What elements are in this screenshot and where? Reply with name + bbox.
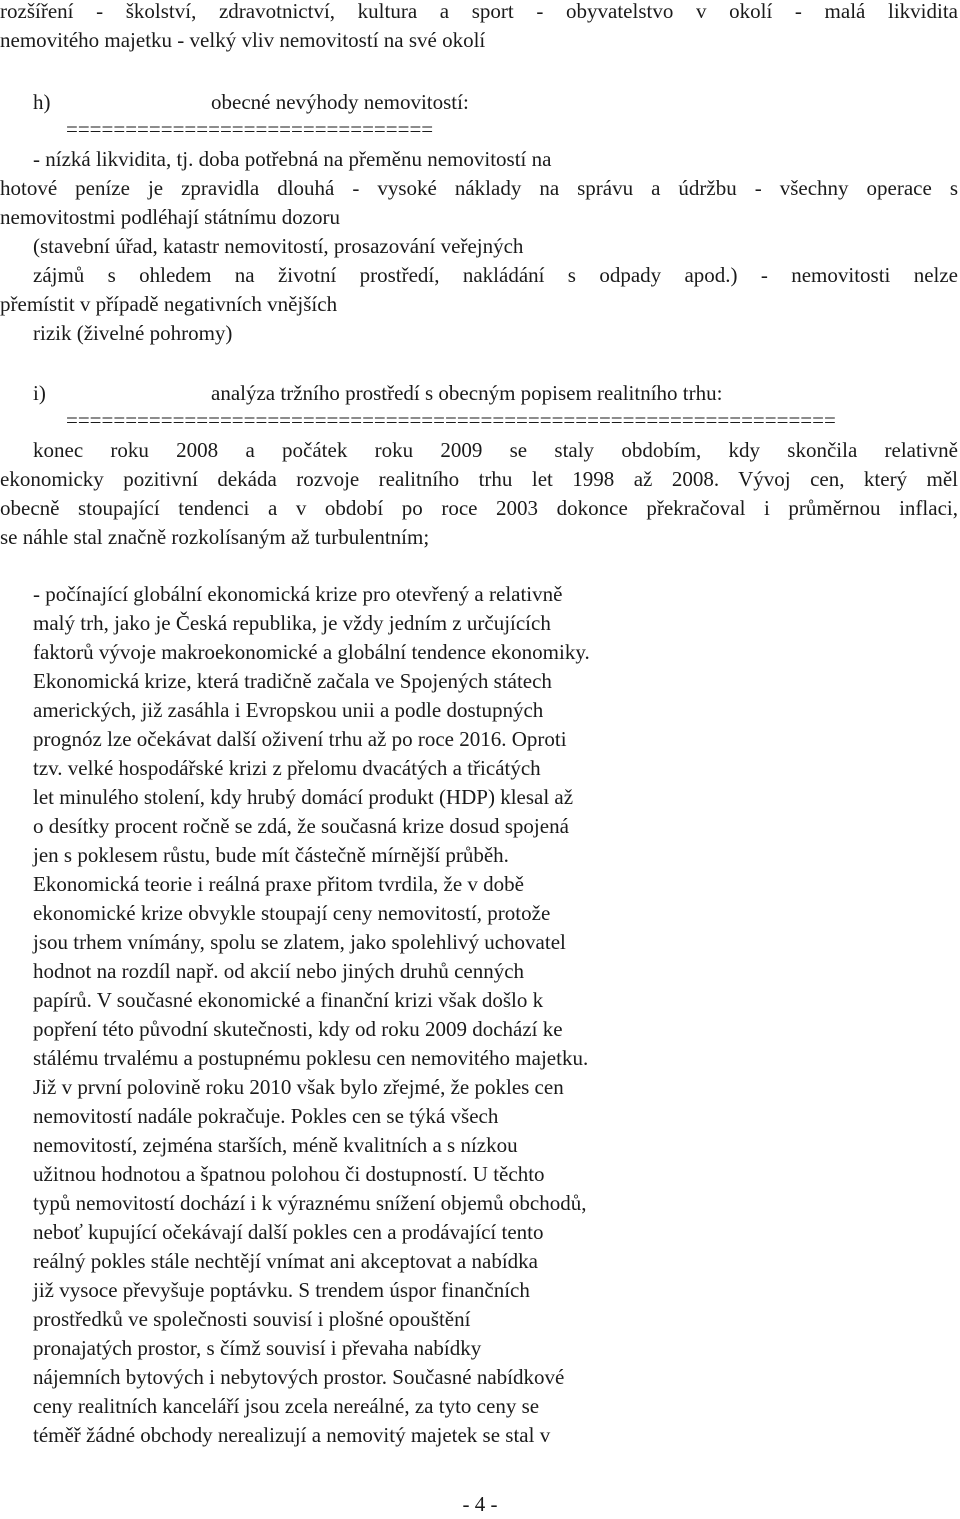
text-line: ekonomické krize obvykle stoupají ceny nemovitostí, protože bbox=[33, 901, 551, 925]
section-heading-i: analýza tržního prostředí s obecným popisem realitního trhu: bbox=[211, 381, 723, 405]
page-number: - 4 - bbox=[462, 1492, 498, 1516]
heading-underline-h: =============================== bbox=[66, 117, 434, 141]
text-line: let minulého stolení, kdy hrubý domácí produkt (HDP) klesal až bbox=[33, 785, 574, 809]
text-line: přemístit v případě negativních vnějších bbox=[0, 292, 338, 316]
heading-underline-i: ================================================================= bbox=[66, 408, 836, 432]
text-line: o desítky procent ročně se zdá, že současná krize dosud spojená bbox=[33, 814, 569, 838]
text-line: nemovitostí nadále pokračuje. Pokles cen se týká všech bbox=[33, 1104, 499, 1128]
text-line: obecně stoupající tendenci a v období po roce 2003 dokonce překračoval i průměrnou inflaci, bbox=[0, 496, 958, 520]
text-line: téměř žádné obchody nerealizují a nemovitý majetek se stal v bbox=[33, 1423, 551, 1447]
text-line: jen s poklesem růstu, bude mít částečně mírnější průběh. bbox=[33, 843, 509, 867]
text-line: jsou trhem vnímány, spolu se zlatem, jako spolehlivý uchovatel bbox=[33, 930, 566, 954]
text-line: faktorů vývoje makroekonomické a globální tendence ekonomiky. bbox=[33, 640, 590, 664]
text-line: - nízká likvidita, tj. doba potřebná na přeměnu nemovitostí na bbox=[33, 147, 552, 171]
text-line: užitnou hodnotou a špatnou polohou či dostupností. U těchto bbox=[33, 1162, 545, 1186]
text-line: hodnot na rozdíl např. od akcií nebo jiných druhů cenných bbox=[33, 959, 525, 983]
text-line: konec roku 2008 a počátek roku 2009 se staly obdobím, kdy skončila relativně bbox=[33, 438, 958, 462]
text-line: zájmů s ohledem na životní prostředí, nakládání s odpady apod.) - nemovitosti nelze bbox=[33, 263, 958, 287]
text-line: nemovitostí, zejména starších, méně kvalitních a s nízkou bbox=[33, 1133, 518, 1157]
text-line: pronajatých prostor, s čímž souvisí i převaha nabídky bbox=[33, 1336, 482, 1360]
section-label-h: h) bbox=[33, 90, 51, 114]
section-label-i: i) bbox=[33, 381, 46, 405]
text-line: tzv. velké hospodářské krizi z přelomu dvacátých a třicátých bbox=[33, 756, 541, 780]
text-line: Ekonomická teorie i reálná praxe přitom tvrdila, že v době bbox=[33, 872, 524, 896]
text-line: nájemních bytových i nebytových prostor. Současné nabídkové bbox=[33, 1365, 565, 1389]
text-line: nemovitého majetku - velký vliv nemovitostí na své okolí bbox=[0, 28, 486, 52]
text-line: ekonomicky pozitivní dekáda rozvoje realitního trhu let 1998 až 2008. Vývoj cen, který měl bbox=[0, 467, 958, 491]
text-line: typů nemovitostí dochází i k výraznému snížení objemů obchodů, bbox=[33, 1191, 587, 1215]
text-line: nemovitostmi podléhají státnímu dozoru bbox=[0, 205, 341, 229]
text-line: hotové peníze je zpravidla dlouhá - vysoké náklady na správu a údržbu - všechny operace s bbox=[0, 176, 958, 200]
text-line: malý trh, jako je Česká republika, je vždy jedním z určujících bbox=[33, 611, 551, 635]
text-line: rozšíření - školství, zdravotnictví, kultura a sport - obyvatelstvo v okolí - malá likvidita bbox=[0, 0, 958, 23]
text-line: - počínající globální ekonomická krize pro otevřený a relativně bbox=[33, 582, 563, 606]
text-line: již vysoce převyšuje poptávku. S trendem úspor finančních bbox=[33, 1278, 530, 1302]
text-line: prostředků ve společnosti souvisí i plošné opouštění bbox=[33, 1307, 471, 1331]
text-line: popření této původní skutečnosti, kdy od roku 2009 dochází ke bbox=[33, 1017, 563, 1041]
text-line: stálému trvalému a postupnému poklesu cen nemovitého majetku. bbox=[33, 1046, 589, 1070]
text-line: ceny realitních kanceláří jsou zcela nereálné, za tyto ceny se bbox=[33, 1394, 540, 1418]
text-line: rizik (živelné pohromy) bbox=[33, 321, 233, 345]
text-line: prognóz lze očekávat další oživení trhu až po roce 2016. Oproti bbox=[33, 727, 567, 751]
section-heading-h: obecné nevýhody nemovitostí: bbox=[211, 90, 469, 114]
text-line: se náhle stal značně rozkolísaným až turbulentním; bbox=[0, 525, 430, 549]
text-line: reálný pokles stále nechtějí vnímat ani akceptovat a nabídka bbox=[33, 1249, 538, 1273]
text-line: Ekonomická krize, která tradičně začala ve Spojených státech bbox=[33, 669, 552, 693]
text-line: amerických, již zasáhla i Evropskou unii a podle dostupných bbox=[33, 698, 544, 722]
text-line: neboť kupující očekávají další pokles cen a prodávající tento bbox=[33, 1220, 544, 1244]
text-line: (stavební úřad, katastr nemovitostí, prosazování veřejných bbox=[33, 234, 524, 258]
text-line: papírů. V současné ekonomické a finanční krizi však došlo k bbox=[33, 988, 544, 1012]
text-line: Již v první polovině roku 2010 však bylo zřejmé, že pokles cen bbox=[33, 1075, 564, 1099]
